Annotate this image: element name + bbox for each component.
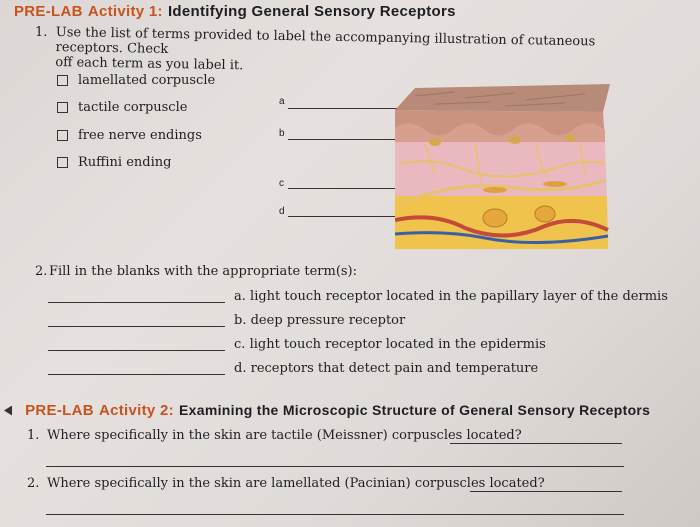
label-letter-b: b — [279, 128, 285, 139]
checkbox[interactable] — [57, 102, 68, 113]
question1-number: 1. — [35, 25, 48, 40]
question2-text: Fill in the blanks with the appropriate term(s): — [49, 264, 358, 279]
term-label: tactile corpuscle — [78, 100, 188, 115]
answer-line-act2-q2[interactable] — [470, 491, 622, 492]
question1-text — [55, 25, 616, 80]
blank-letter: a. — [234, 289, 246, 304]
leader-line-a — [288, 108, 410, 109]
answer-line-b[interactable] — [48, 326, 225, 327]
blank-clue-b — [234, 313, 405, 328]
blank-text: light touch receptor located in the epidermis — [249, 337, 546, 352]
blank-letter: b. — [234, 313, 247, 328]
activity2-header — [4, 400, 650, 419]
label-letter-a: a — [279, 96, 285, 107]
blank-clue-d — [234, 361, 538, 376]
term-label: free nerve endings — [78, 128, 202, 143]
question1-line2: off each term as you label it. — [55, 54, 244, 74]
checkbox[interactable] — [57, 157, 68, 168]
leader-line-d — [288, 216, 400, 217]
checkbox[interactable] — [57, 75, 68, 86]
label-letter-d: d — [279, 206, 285, 217]
label-letter-c: c — [279, 178, 284, 189]
activity2-title: Examining the Microscopic Structure of General Sensory Receptors — [179, 402, 651, 418]
answer-line-act2-q2-cont[interactable] — [46, 514, 624, 515]
activity2-prefix: PRE-LAB — [25, 402, 94, 419]
activity1-label: Activity 1: — [87, 3, 163, 20]
cutaneous-receptors-illustration — [395, 84, 610, 249]
term-label: Ruffini ending — [78, 155, 172, 170]
activity2-label: Activity 2: — [98, 402, 174, 419]
arrow-bullet-icon — [4, 406, 12, 416]
answer-line-a[interactable] — [48, 302, 225, 303]
question2-number: 2. — [35, 264, 48, 279]
activity1-header — [14, 1, 456, 20]
question1-line1: Use the list of terms provided to label the accompanying illustration of cutaneous receptors. Check — [55, 25, 596, 57]
answer-line-c[interactable] — [48, 350, 225, 351]
activity1-prefix: PRE-LAB — [14, 3, 83, 20]
blank-text: light touch receptor located in the papillary layer of the dermis — [250, 289, 668, 304]
activity2-q1-number: 1. — [27, 428, 40, 443]
term-item-2[interactable] — [57, 100, 187, 115]
activity2-q2-number: 2. — [27, 476, 40, 491]
answer-line-d[interactable] — [48, 374, 225, 375]
blank-clue-c — [234, 337, 546, 352]
term-item-4[interactable] — [57, 155, 171, 170]
blank-letter: c. — [234, 337, 246, 352]
answer-line-act2-q1-cont[interactable] — [46, 466, 624, 467]
leader-line-c — [288, 188, 398, 189]
blank-letter: d. — [234, 361, 247, 376]
term-item-3[interactable] — [57, 128, 202, 143]
activity2-q2-text: Where specifically in the skin are lamellated (Pacinian) corpuscles located? — [47, 476, 545, 491]
blank-text: deep pressure receptor — [250, 313, 406, 328]
blank-clue-a — [234, 289, 668, 304]
answer-line-act2-q1[interactable] — [450, 443, 622, 444]
term-label: lamellated corpuscle — [78, 73, 216, 88]
term-item-1[interactable] — [57, 73, 215, 88]
blank-text: receptors that detect pain and temperature — [250, 361, 539, 376]
activity2-q1-text: Where specifically in the skin are tactile (Meissner) corpuscles located? — [47, 428, 522, 443]
activity1-title: Identifying General Sensory Receptors — [167, 3, 456, 20]
checkbox[interactable] — [57, 130, 68, 141]
